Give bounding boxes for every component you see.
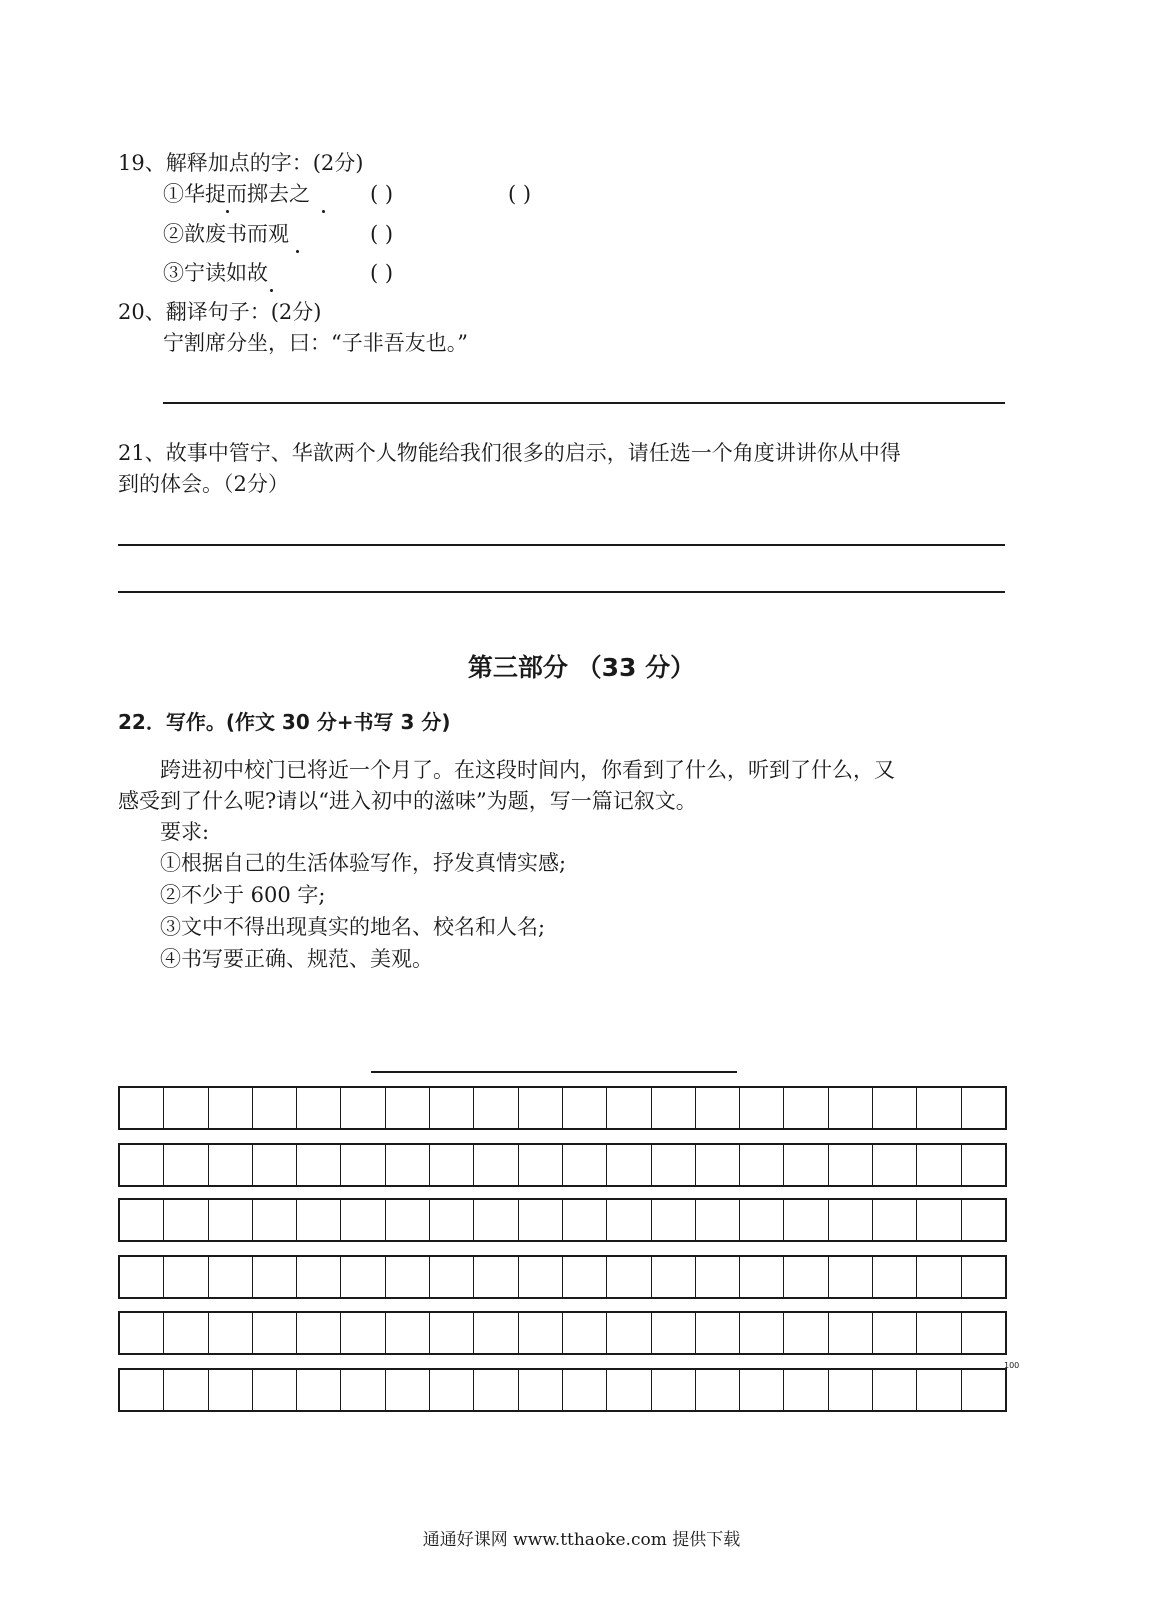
grid-cell[interactable] bbox=[120, 1313, 164, 1353]
grid-cell[interactable] bbox=[164, 1145, 208, 1185]
grid-cell[interactable] bbox=[209, 1145, 253, 1185]
q22-requirement-4: ④书写要正确、规范、美观。 bbox=[160, 947, 433, 971]
grid-cell[interactable] bbox=[474, 1145, 518, 1185]
grid-cell[interactable] bbox=[740, 1257, 784, 1297]
grid-cell[interactable] bbox=[563, 1313, 607, 1353]
emphasis-dot bbox=[226, 210, 229, 213]
grid-cell[interactable] bbox=[341, 1370, 385, 1410]
q19-item1-blank-b[interactable]: ( ) bbox=[508, 182, 532, 206]
grid-cell[interactable] bbox=[607, 1088, 651, 1128]
grid-cell[interactable] bbox=[652, 1313, 696, 1353]
grid-cell[interactable] bbox=[253, 1313, 297, 1353]
grid-cell[interactable] bbox=[341, 1313, 385, 1353]
q22-requirement-2: ②不少于 600 字; bbox=[160, 883, 326, 907]
grid-cell[interactable] bbox=[297, 1088, 341, 1128]
grid-cell[interactable] bbox=[297, 1257, 341, 1297]
grid-cell[interactable] bbox=[519, 1313, 563, 1353]
grid-cell[interactable] bbox=[873, 1313, 917, 1353]
grid-cell[interactable] bbox=[253, 1088, 297, 1128]
emphasis-dot bbox=[322, 210, 325, 213]
grid-cell[interactable] bbox=[519, 1088, 563, 1128]
grid-cell[interactable] bbox=[917, 1313, 961, 1353]
q19-item3-text: ③宁读如故 bbox=[163, 261, 268, 285]
grid-cell[interactable] bbox=[696, 1088, 740, 1128]
grid-cell[interactable] bbox=[430, 1370, 474, 1410]
grid-cell[interactable] bbox=[607, 1370, 651, 1410]
grid-cell[interactable] bbox=[297, 1313, 341, 1353]
grid-cell[interactable] bbox=[607, 1313, 651, 1353]
grid-row bbox=[118, 1255, 1007, 1299]
grid-cell[interactable] bbox=[873, 1257, 917, 1297]
grid-cell[interactable] bbox=[696, 1313, 740, 1353]
emphasis-dot bbox=[296, 250, 299, 253]
grid-cell[interactable] bbox=[696, 1370, 740, 1410]
grid-cell[interactable] bbox=[607, 1145, 651, 1185]
q20-sentence: 宁割席分坐，曰：“子非吾友也。” bbox=[163, 331, 468, 355]
grid-cell[interactable] bbox=[519, 1145, 563, 1185]
emphasis-dot bbox=[270, 289, 273, 292]
grid-cell[interactable] bbox=[386, 1088, 430, 1128]
grid-cell[interactable] bbox=[209, 1088, 253, 1128]
grid-cell[interactable] bbox=[430, 1257, 474, 1297]
grid-cell[interactable] bbox=[784, 1257, 828, 1297]
grid-cell[interactable] bbox=[962, 1313, 1005, 1353]
grid-cell[interactable] bbox=[740, 1145, 784, 1185]
grid-cell[interactable] bbox=[873, 1370, 917, 1410]
grid-cell[interactable] bbox=[873, 1145, 917, 1185]
grid-cell[interactable] bbox=[962, 1200, 1005, 1240]
grid-cell[interactable] bbox=[430, 1088, 474, 1128]
q19-title: 19、解释加点的字：(2分) bbox=[118, 151, 364, 175]
grid-cell[interactable] bbox=[209, 1200, 253, 1240]
grid-cell[interactable] bbox=[474, 1088, 518, 1128]
grid-cell[interactable] bbox=[253, 1370, 297, 1410]
grid-cell[interactable] bbox=[519, 1257, 563, 1297]
grid-cell[interactable] bbox=[297, 1200, 341, 1240]
q22-requirements-label: 要求: bbox=[160, 820, 210, 844]
grid-cell[interactable] bbox=[696, 1257, 740, 1297]
q20-title: 20、翻译句子：(2分) bbox=[118, 300, 322, 324]
answer-line[interactable] bbox=[118, 544, 1005, 546]
grid-cell[interactable] bbox=[563, 1257, 607, 1297]
grid-cell[interactable] bbox=[740, 1370, 784, 1410]
grid-cell[interactable] bbox=[696, 1200, 740, 1240]
grid-cell[interactable] bbox=[474, 1370, 518, 1410]
grid-cell[interactable] bbox=[386, 1313, 430, 1353]
q22-requirement-3: ③文中不得出现真实的地名、校名和人名; bbox=[160, 915, 546, 939]
grid-cell[interactable] bbox=[386, 1370, 430, 1410]
grid-cell[interactable] bbox=[474, 1257, 518, 1297]
grid-row bbox=[118, 1368, 1007, 1412]
grid-cell[interactable] bbox=[519, 1200, 563, 1240]
grid-cell[interactable] bbox=[784, 1088, 828, 1128]
grid-count-marker: 100 bbox=[1004, 1361, 1020, 1370]
grid-cell[interactable] bbox=[962, 1145, 1005, 1185]
q22-prompt-line1: 跨进初中校门已将近一个月了。在这段时间内，你看到了什么，听到了什么，又 bbox=[160, 758, 895, 782]
grid-cell[interactable] bbox=[341, 1257, 385, 1297]
q21-line1: 21、故事中管宁、华歆两个人物能给我们很多的启示，请任选一个角度讲讲你从中得 bbox=[118, 441, 901, 465]
grid-cell[interactable] bbox=[386, 1200, 430, 1240]
q21-line2: 到的体会。（2分） bbox=[118, 472, 289, 496]
grid-cell[interactable] bbox=[120, 1370, 164, 1410]
grid-cell[interactable] bbox=[341, 1200, 385, 1240]
grid-cell[interactable] bbox=[164, 1257, 208, 1297]
q19-item3-blank[interactable]: ( ) bbox=[370, 261, 394, 285]
grid-cell[interactable] bbox=[120, 1200, 164, 1240]
grid-cell[interactable] bbox=[120, 1257, 164, 1297]
grid-cell[interactable] bbox=[873, 1088, 917, 1128]
grid-cell[interactable] bbox=[164, 1088, 208, 1128]
grid-cell[interactable] bbox=[164, 1313, 208, 1353]
grid-cell[interactable] bbox=[563, 1088, 607, 1128]
grid-cell[interactable] bbox=[829, 1313, 873, 1353]
grid-cell[interactable] bbox=[209, 1257, 253, 1297]
grid-row bbox=[118, 1198, 1007, 1242]
grid-cell[interactable] bbox=[386, 1257, 430, 1297]
grid-cell[interactable] bbox=[962, 1370, 1005, 1410]
grid-cell[interactable] bbox=[430, 1200, 474, 1240]
grid-cell[interactable] bbox=[652, 1200, 696, 1240]
grid-cell[interactable] bbox=[740, 1200, 784, 1240]
grid-cell[interactable] bbox=[341, 1145, 385, 1185]
grid-cell[interactable] bbox=[829, 1200, 873, 1240]
grid-cell[interactable] bbox=[740, 1088, 784, 1128]
grid-cell[interactable] bbox=[917, 1200, 961, 1240]
grid-cell[interactable] bbox=[253, 1200, 297, 1240]
grid-cell[interactable] bbox=[430, 1145, 474, 1185]
grid-cell[interactable] bbox=[519, 1370, 563, 1410]
answer-line[interactable] bbox=[163, 402, 1005, 404]
grid-cell[interactable] bbox=[563, 1145, 607, 1185]
grid-row bbox=[118, 1143, 1007, 1187]
grid-cell[interactable] bbox=[209, 1313, 253, 1353]
answer-line[interactable] bbox=[118, 591, 1005, 593]
grid-cell[interactable] bbox=[829, 1370, 873, 1410]
grid-cell[interactable] bbox=[917, 1370, 961, 1410]
grid-cell[interactable] bbox=[563, 1370, 607, 1410]
grid-cell[interactable] bbox=[873, 1200, 917, 1240]
grid-cell[interactable] bbox=[341, 1088, 385, 1128]
grid-cell[interactable] bbox=[474, 1200, 518, 1240]
grid-cell[interactable] bbox=[297, 1145, 341, 1185]
grid-cell[interactable] bbox=[120, 1088, 164, 1128]
grid-row bbox=[118, 1311, 1007, 1355]
grid-cell[interactable] bbox=[209, 1370, 253, 1410]
q19-item1-text: ①华捉而掷去之 bbox=[163, 182, 310, 206]
q19-item1-blank-a[interactable]: ( ) bbox=[370, 182, 394, 206]
grid-cell[interactable] bbox=[253, 1257, 297, 1297]
footer-credit: 通通好课网 www.tthaoke.com 提供下载 bbox=[422, 1530, 741, 1550]
grid-cell[interactable] bbox=[563, 1200, 607, 1240]
grid-cell[interactable] bbox=[120, 1145, 164, 1185]
grid-cell[interactable] bbox=[297, 1370, 341, 1410]
grid-cell[interactable] bbox=[607, 1200, 651, 1240]
grid-cell[interactable] bbox=[917, 1257, 961, 1297]
grid-cell[interactable] bbox=[164, 1200, 208, 1240]
grid-cell[interactable] bbox=[829, 1088, 873, 1128]
grid-cell[interactable] bbox=[386, 1145, 430, 1185]
q19-item2-blank[interactable]: ( ) bbox=[370, 222, 394, 246]
grid-cell[interactable] bbox=[962, 1257, 1005, 1297]
grid-cell[interactable] bbox=[917, 1088, 961, 1128]
grid-cell[interactable] bbox=[607, 1257, 651, 1297]
grid-cell[interactable] bbox=[652, 1088, 696, 1128]
grid-cell[interactable] bbox=[829, 1145, 873, 1185]
grid-cell[interactable] bbox=[652, 1257, 696, 1297]
grid-cell[interactable] bbox=[917, 1145, 961, 1185]
grid-cell[interactable] bbox=[652, 1145, 696, 1185]
grid-cell[interactable] bbox=[696, 1145, 740, 1185]
part3-title: 第三部分 （33 分） bbox=[467, 653, 696, 682]
grid-cell[interactable] bbox=[740, 1313, 784, 1353]
grid-cell[interactable] bbox=[784, 1145, 828, 1185]
grid-cell[interactable] bbox=[784, 1370, 828, 1410]
grid-cell[interactable] bbox=[164, 1370, 208, 1410]
q19-item2-text: ②歆废书而观 bbox=[163, 222, 289, 246]
grid-row bbox=[118, 1086, 1007, 1130]
grid-cell[interactable] bbox=[962, 1088, 1005, 1128]
grid-cell[interactable] bbox=[784, 1313, 828, 1353]
q22-prompt-line2: 感受到了什么呢?请以“进入初中的滋味”为题，写一篇记叙文。 bbox=[118, 789, 697, 813]
grid-cell[interactable] bbox=[652, 1370, 696, 1410]
grid-cell[interactable] bbox=[829, 1257, 873, 1297]
grid-cell[interactable] bbox=[784, 1200, 828, 1240]
grid-cell[interactable] bbox=[253, 1145, 297, 1185]
essay-title-line[interactable] bbox=[371, 1071, 737, 1073]
grid-cell[interactable] bbox=[430, 1313, 474, 1353]
q22-requirement-1: ①根据自己的生活体验写作，抒发真情实感; bbox=[160, 851, 567, 875]
grid-cell[interactable] bbox=[474, 1313, 518, 1353]
q22-title: 22．写作。(作文 30 分+书写 3 分) bbox=[118, 710, 451, 734]
